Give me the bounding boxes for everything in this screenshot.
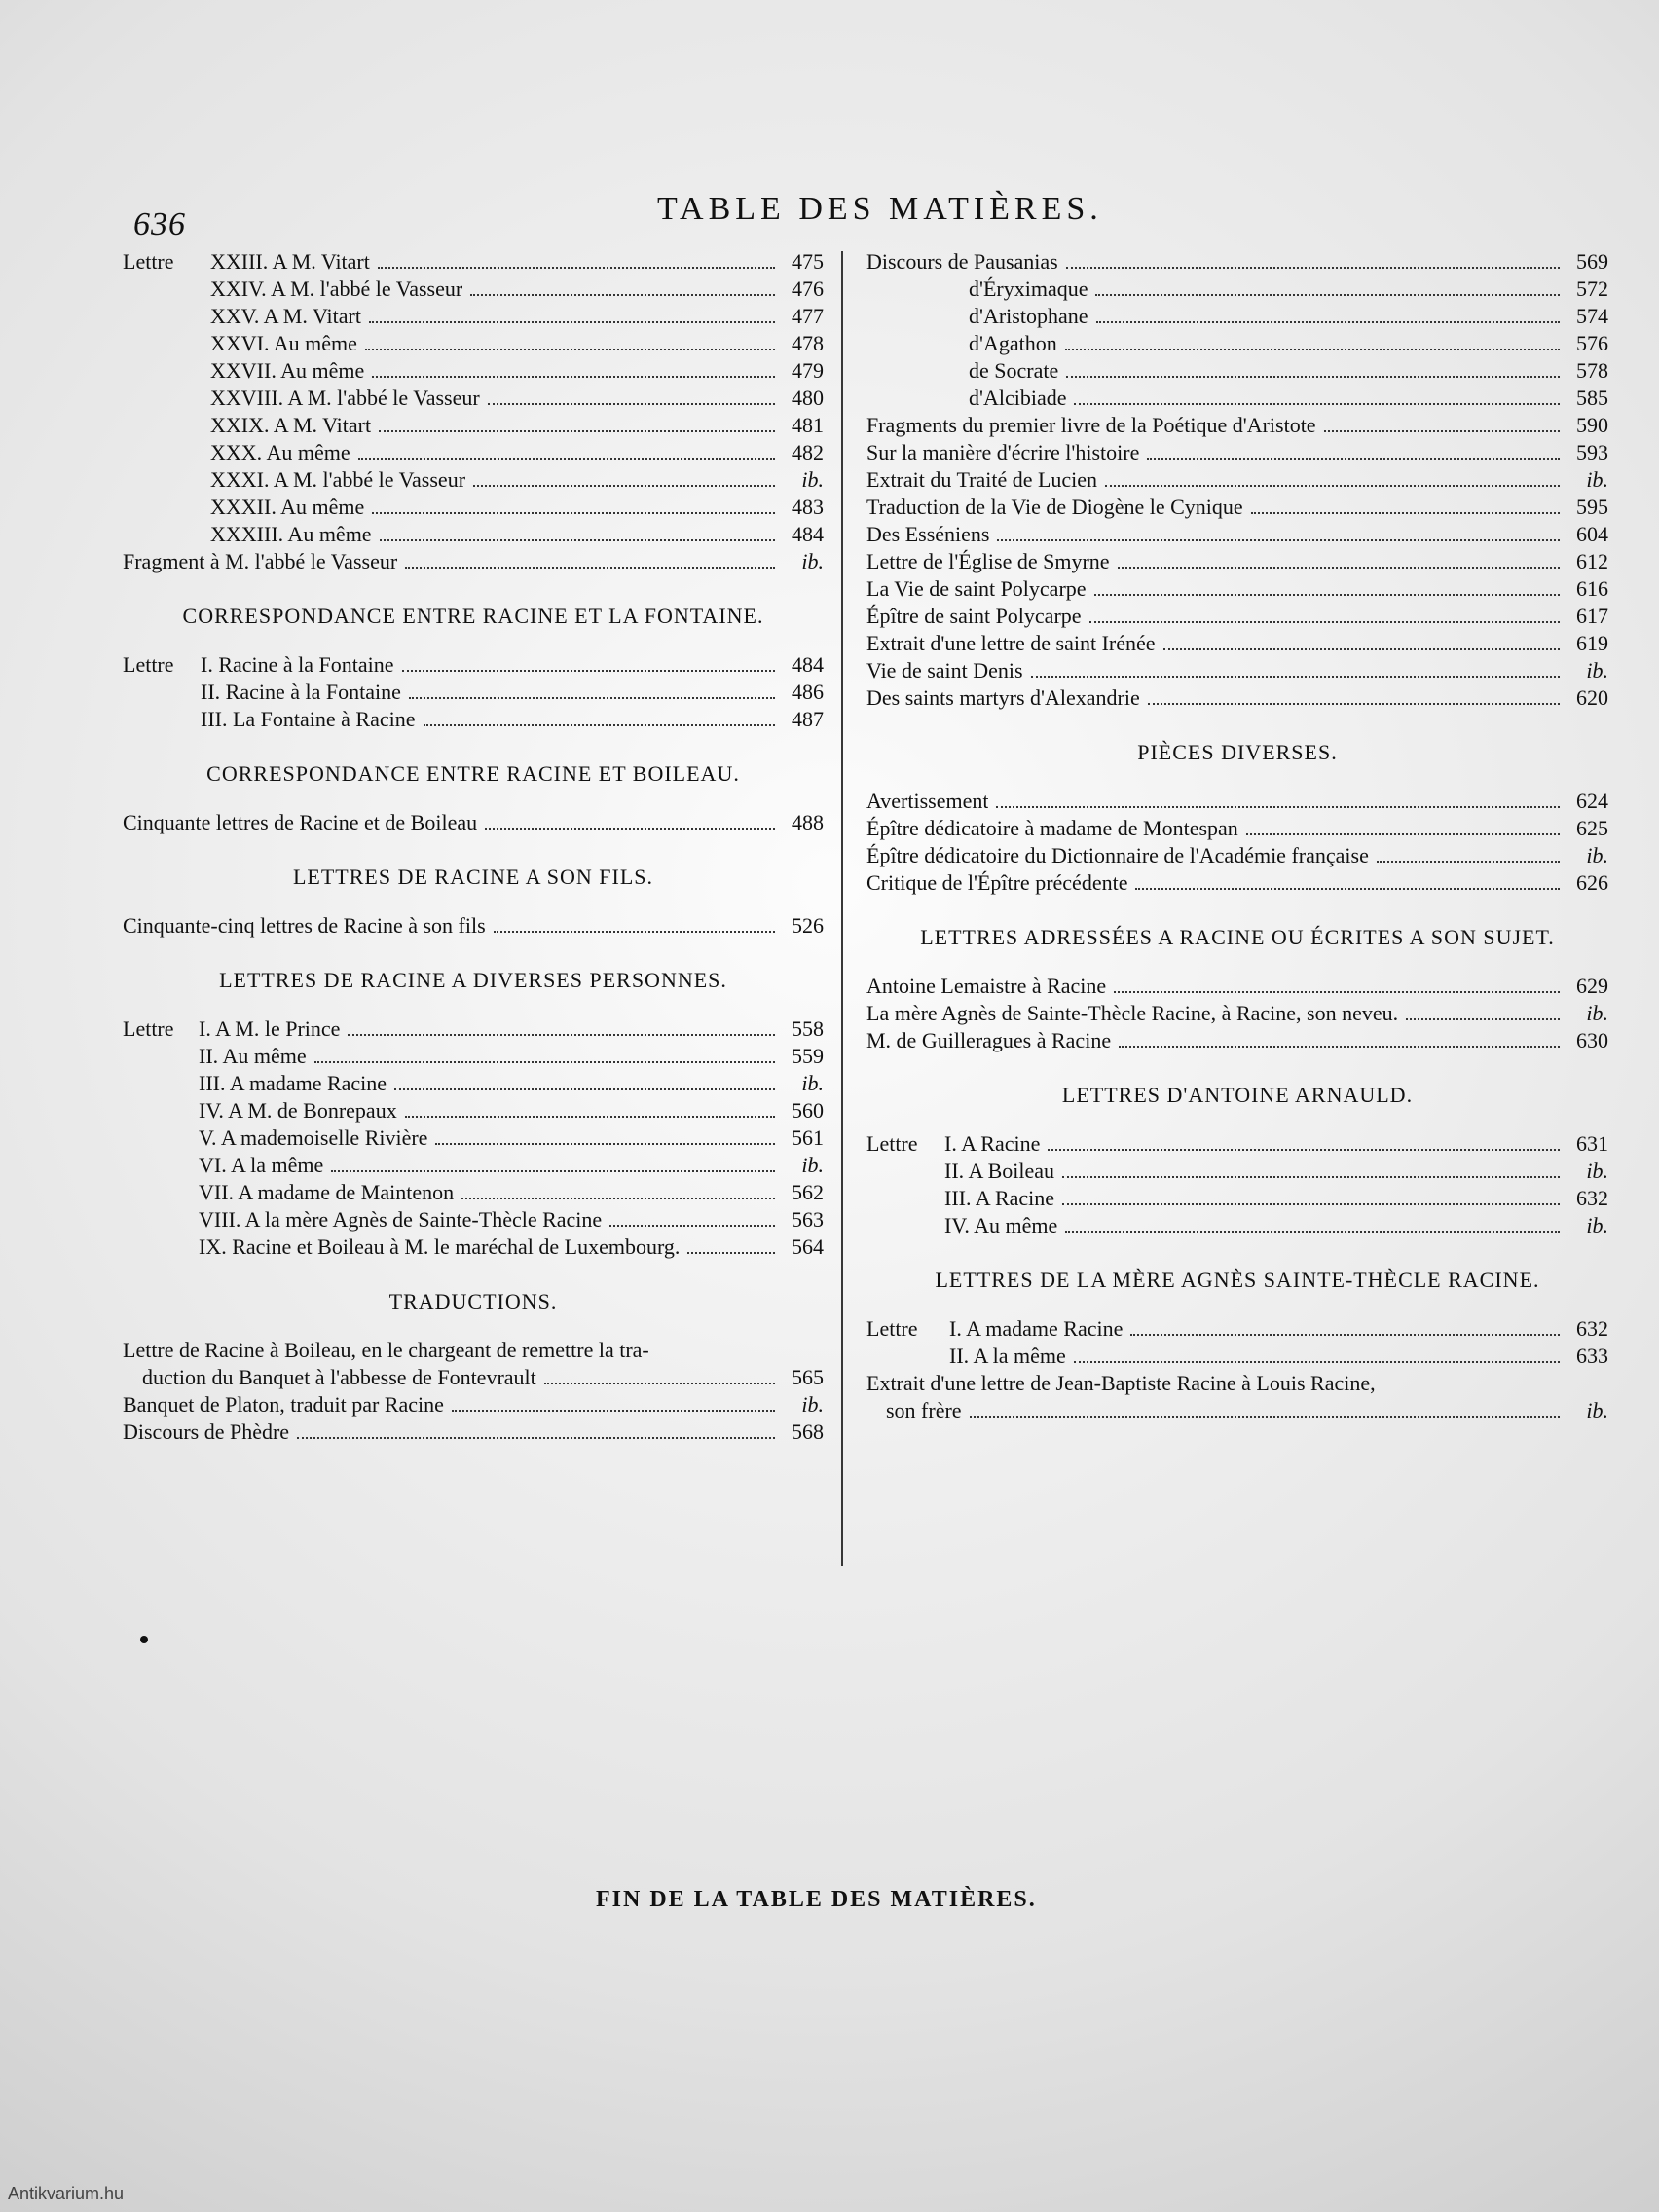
page-title: TABLE DES MATIÈRES. bbox=[657, 191, 1103, 227]
dot-leader bbox=[1066, 376, 1560, 378]
toc-entry[interactable] bbox=[866, 1000, 1608, 1027]
dot-leader bbox=[494, 931, 775, 933]
entry-title: XXX. Au même bbox=[210, 440, 350, 464]
toc-entry[interactable] bbox=[866, 684, 1608, 712]
entry-page: 487 bbox=[792, 707, 824, 731]
toc-entry[interactable] bbox=[866, 973, 1608, 1000]
entry-page: 475 bbox=[792, 249, 824, 274]
dot-leader bbox=[1074, 403, 1560, 405]
entry-title: III. La Fontaine à Racine bbox=[201, 707, 416, 731]
toc-entry[interactable] bbox=[123, 1015, 824, 1043]
toc-entry[interactable] bbox=[123, 1337, 824, 1391]
toc-entry[interactable] bbox=[123, 1152, 824, 1179]
entry-continuation bbox=[866, 1397, 1608, 1424]
toc-entry[interactable] bbox=[123, 1234, 824, 1261]
entry-title: IX. Racine et Boileau à M. le maréchal de Luxembourg. bbox=[199, 1235, 681, 1259]
entry-page: 480 bbox=[792, 386, 824, 410]
entry-title: Lettre de l'Église de Smyrne bbox=[866, 549, 1110, 573]
section-heading: LETTRES DE RACINE A DIVERSES PERSONNES. bbox=[219, 968, 727, 992]
entry-page: 593 bbox=[1576, 440, 1608, 464]
dot-leader bbox=[461, 1198, 775, 1199]
entry-title: Épître de saint Polycarpe bbox=[866, 604, 1082, 628]
toc-entry[interactable] bbox=[123, 303, 824, 330]
section-heading: LETTRES DE RACINE A SON FILS. bbox=[292, 865, 654, 889]
entry-page: 619 bbox=[1576, 631, 1608, 655]
toc-entry[interactable] bbox=[866, 357, 1608, 385]
toc-entry[interactable] bbox=[866, 657, 1608, 684]
entry-page: 578 bbox=[1576, 358, 1608, 383]
entry-title: Antoine Lemaistre à Racine bbox=[866, 974, 1107, 998]
entry-page: 572 bbox=[1576, 276, 1608, 301]
entry-page: ib. bbox=[801, 549, 824, 573]
toc-entry[interactable] bbox=[866, 521, 1608, 548]
dot-leader bbox=[424, 724, 775, 726]
entry-title: XXXII. Au même bbox=[210, 495, 365, 519]
entry-title: Banquet de Platon, traduit par Racine bbox=[123, 1392, 444, 1417]
toc-entry[interactable] bbox=[866, 1370, 1608, 1424]
arnauld-list bbox=[866, 1130, 1608, 1239]
toc-entry[interactable] bbox=[123, 1419, 824, 1446]
entry-page: 561 bbox=[792, 1125, 824, 1150]
entry-title: d'Aristophane bbox=[969, 304, 1088, 328]
section-heading: TRADUCTIONS. bbox=[388, 1289, 558, 1313]
fontaine-list bbox=[123, 651, 824, 733]
dot-leader bbox=[1114, 991, 1560, 993]
entry-title: Discours de Pausanias bbox=[866, 249, 1058, 274]
dot-leader bbox=[1062, 1203, 1560, 1205]
entry-title: Cinquante lettres de Racine et de Boileau bbox=[123, 810, 478, 834]
entry-page: ib. bbox=[801, 1392, 824, 1417]
dot-leader bbox=[1074, 1361, 1560, 1363]
entry-title: M. de Guilleragues à Racine bbox=[866, 1028, 1112, 1052]
dot-leader bbox=[996, 806, 1560, 808]
entry-title: Extrait d'une lettre de saint Irénée bbox=[866, 631, 1156, 655]
toc-entry[interactable] bbox=[866, 1185, 1608, 1212]
toc-entry[interactable] bbox=[866, 276, 1608, 303]
dot-leader bbox=[435, 1143, 775, 1145]
dot-leader bbox=[409, 697, 775, 699]
entry-page: 604 bbox=[1576, 522, 1608, 546]
entry-page: 633 bbox=[1576, 1344, 1608, 1368]
entry-page: 484 bbox=[792, 522, 824, 546]
toc-entry[interactable] bbox=[866, 869, 1608, 897]
toc-entry[interactable] bbox=[123, 651, 824, 679]
entry-page: 595 bbox=[1576, 495, 1608, 519]
traductions-list bbox=[123, 1337, 824, 1446]
entry-page: 558 bbox=[792, 1016, 824, 1041]
ink-spot bbox=[140, 1636, 148, 1643]
toc-entry[interactable] bbox=[123, 330, 824, 357]
toc-entry[interactable] bbox=[123, 412, 824, 439]
toc-entry[interactable] bbox=[866, 303, 1608, 330]
toc-entry[interactable] bbox=[866, 1130, 1608, 1158]
toc-entry[interactable] bbox=[123, 1391, 824, 1419]
toc-entry[interactable] bbox=[123, 809, 824, 836]
toc-entry[interactable] bbox=[866, 842, 1608, 869]
toc-entry[interactable] bbox=[866, 630, 1608, 657]
entry-title: I. Racine à la Fontaine bbox=[201, 652, 394, 677]
entry-prefix: Lettre bbox=[866, 1131, 918, 1156]
entry-page: 560 bbox=[792, 1098, 824, 1123]
entry-title: I. A Racine bbox=[944, 1131, 1041, 1156]
entry-title: La Vie de saint Polycarpe bbox=[866, 576, 1087, 601]
entry-page: 559 bbox=[792, 1044, 824, 1068]
entry-title: XXVI. Au même bbox=[210, 331, 357, 355]
toc-entry[interactable] bbox=[123, 357, 824, 385]
pieces-list bbox=[866, 788, 1608, 897]
dot-leader bbox=[405, 1116, 775, 1118]
toc-entry[interactable] bbox=[123, 521, 824, 548]
entry-page: 616 bbox=[1576, 576, 1608, 601]
dot-leader bbox=[1135, 888, 1560, 890]
dot-leader bbox=[1130, 1334, 1560, 1336]
dot-leader bbox=[452, 1410, 775, 1412]
entry-page: ib. bbox=[1586, 1001, 1608, 1025]
entry-page: 477 bbox=[792, 304, 824, 328]
toc-entry[interactable] bbox=[866, 1158, 1608, 1185]
entry-page: 564 bbox=[792, 1235, 824, 1259]
entry-page: ib. bbox=[1586, 1213, 1608, 1237]
page-number: 636 bbox=[133, 206, 186, 242]
entry-page: 563 bbox=[792, 1207, 824, 1232]
entry-title: V. A mademoiselle Rivière bbox=[199, 1125, 428, 1150]
entry-page: 617 bbox=[1576, 604, 1608, 628]
entry-title: II. Racine à la Fontaine bbox=[201, 680, 401, 704]
dot-leader bbox=[1105, 485, 1560, 487]
entry-title: Épître dédicatoire du Dictionnaire de l'Académie française bbox=[866, 843, 1369, 867]
toc-entry[interactable] bbox=[866, 788, 1608, 815]
entry-title: I. A madame Racine bbox=[949, 1316, 1124, 1341]
dot-leader bbox=[1094, 594, 1560, 596]
toc-entry[interactable] bbox=[123, 466, 824, 494]
toc-entry[interactable] bbox=[866, 1343, 1608, 1370]
entry-title: IV. Au même bbox=[944, 1213, 1058, 1237]
dot-leader bbox=[1096, 321, 1561, 323]
entry-page: 630 bbox=[1576, 1028, 1608, 1052]
entry-page: 526 bbox=[792, 913, 824, 938]
dot-leader bbox=[1031, 676, 1560, 678]
entry-page: 488 bbox=[792, 810, 824, 834]
adressees-list bbox=[866, 973, 1608, 1054]
entry-page: 476 bbox=[792, 276, 824, 301]
entry-title: III. A Racine bbox=[944, 1186, 1055, 1210]
entry-title: XXVII. Au même bbox=[210, 358, 365, 383]
dot-leader bbox=[405, 567, 775, 569]
entry-page: 631 bbox=[1576, 1131, 1608, 1156]
diverses-list bbox=[123, 1015, 824, 1261]
entry-title: XXXI. A M. l'abbé le Vasseur bbox=[210, 467, 466, 492]
entry-title: Cinquante-cinq lettres de Racine à son fils bbox=[123, 913, 486, 938]
entry-title: d'Agathon bbox=[969, 331, 1057, 355]
toc-entry[interactable] bbox=[123, 706, 824, 733]
entry-title: Avertissement bbox=[866, 789, 989, 813]
dot-leader bbox=[402, 670, 775, 672]
entry-page: 484 bbox=[792, 652, 824, 677]
left-letters-list bbox=[123, 248, 824, 575]
toc-entry[interactable] bbox=[866, 1212, 1608, 1239]
section-heading: LETTRES DE LA MÈRE AGNÈS SAINTE-THÈCLE RACINE. bbox=[935, 1268, 1540, 1292]
entry-title: XXIX. A M. Vitart bbox=[210, 413, 372, 437]
dot-leader bbox=[1065, 1231, 1560, 1233]
entry-title: Fragment à M. l'abbé le Vasseur bbox=[123, 549, 398, 573]
dot-leader bbox=[297, 1437, 775, 1439]
dot-leader bbox=[470, 294, 775, 296]
entry-title: Discours de Phèdre bbox=[123, 1419, 290, 1444]
entry-title: Sur la manière d'écrire l'histoire bbox=[866, 440, 1140, 464]
toc-entry[interactable] bbox=[866, 575, 1608, 603]
entry-title: Critique de l'Épître précédente bbox=[866, 870, 1128, 895]
entry-page: 481 bbox=[792, 413, 824, 437]
entry-title: VI. A la même bbox=[199, 1153, 324, 1177]
entry-page: ib. bbox=[1586, 1398, 1608, 1422]
entry-title: XXIV. A M. l'abbé le Vasseur bbox=[210, 276, 463, 301]
entry-page: 479 bbox=[792, 358, 824, 383]
toc-entry[interactable] bbox=[123, 248, 824, 276]
entry-page: 590 bbox=[1576, 413, 1608, 437]
entry-page: 629 bbox=[1576, 974, 1608, 998]
toc-entry[interactable] bbox=[866, 603, 1608, 630]
entry-title: VII. A madame de Maintenon bbox=[199, 1180, 455, 1204]
entry-page: ib. bbox=[1586, 467, 1608, 492]
toc-entry[interactable] bbox=[123, 1179, 824, 1206]
dot-leader bbox=[1065, 349, 1560, 350]
dot-leader bbox=[379, 430, 775, 432]
entry-page: 562 bbox=[792, 1180, 824, 1204]
toc-entry[interactable] bbox=[866, 330, 1608, 357]
toc-entry[interactable] bbox=[123, 1124, 824, 1152]
toc-entry[interactable] bbox=[123, 439, 824, 466]
entry-page: ib. bbox=[801, 1071, 824, 1095]
dot-leader bbox=[485, 828, 775, 830]
end-of-table-label: FIN DE LA TABLE DES MATIÈRES. bbox=[596, 1887, 1037, 1912]
dot-leader bbox=[394, 1088, 775, 1090]
entry-title: d'Alcibiade bbox=[969, 386, 1067, 410]
entry-page: 478 bbox=[792, 331, 824, 355]
section-heading: CORRESPONDANCE ENTRE RACINE ET BOILEAU. bbox=[206, 761, 740, 786]
dot-leader bbox=[1251, 512, 1560, 514]
watermark-label: Antikvarium.hu bbox=[8, 2184, 125, 2203]
entry-prefix: Lettre bbox=[866, 1316, 918, 1341]
entry-title: La mère Agnès de Sainte-Thècle Racine, à Racine, son neveu. bbox=[866, 1001, 1399, 1025]
entry-title: Épître dédicatoire à madame de Montespan bbox=[866, 816, 1238, 840]
toc-entry[interactable] bbox=[123, 912, 824, 940]
entry-page: 585 bbox=[1576, 386, 1608, 410]
entry-title: Des saints martyrs d'Alexandrie bbox=[866, 685, 1140, 710]
dot-leader bbox=[365, 349, 775, 350]
entry-title: Fragments du premier livre de la Poétique d'Aristote bbox=[866, 413, 1316, 437]
entry-page: 626 bbox=[1576, 870, 1608, 895]
dot-leader bbox=[314, 1061, 775, 1063]
dot-leader bbox=[372, 376, 775, 378]
entry-prefix: Lettre bbox=[123, 249, 174, 274]
toc-entry[interactable] bbox=[866, 439, 1608, 466]
dot-leader bbox=[473, 485, 775, 487]
agnes-list bbox=[866, 1315, 1608, 1424]
entry-title-line: Lettre de Racine à Boileau, en le chargeant de remettre la tra- bbox=[123, 1338, 649, 1362]
dot-leader bbox=[348, 1034, 775, 1036]
entry-title: Des Esséniens bbox=[866, 522, 990, 546]
dot-leader bbox=[369, 321, 775, 323]
entry-page: 632 bbox=[1576, 1316, 1608, 1341]
section-heading: LETTRES D'ANTOINE ARNAULD. bbox=[1061, 1083, 1414, 1107]
dot-leader bbox=[1118, 567, 1560, 569]
dot-leader bbox=[544, 1382, 775, 1384]
dot-leader bbox=[1048, 1149, 1560, 1151]
toc-entry[interactable] bbox=[866, 548, 1608, 575]
dot-leader bbox=[488, 403, 775, 405]
entry-title: XXV. A M. Vitart bbox=[210, 304, 361, 328]
toc-entry[interactable] bbox=[123, 1206, 824, 1234]
entry-page: 483 bbox=[792, 495, 824, 519]
toc-entry[interactable] bbox=[123, 679, 824, 706]
dot-leader bbox=[970, 1416, 1560, 1418]
dot-leader bbox=[687, 1252, 775, 1254]
toc-entry[interactable] bbox=[123, 385, 824, 412]
entry-title: II. Au même bbox=[199, 1044, 307, 1068]
dot-leader bbox=[1147, 458, 1560, 460]
right-top-list bbox=[866, 248, 1608, 712]
entry-page: 574 bbox=[1576, 304, 1608, 328]
left-column bbox=[123, 248, 824, 1446]
entry-page: ib. bbox=[801, 467, 824, 492]
dot-leader bbox=[1324, 430, 1560, 432]
entry-page: 568 bbox=[792, 1419, 824, 1444]
entry-title: II. A Boileau bbox=[944, 1159, 1055, 1183]
entry-page: 486 bbox=[792, 680, 824, 704]
dot-leader bbox=[1148, 703, 1560, 705]
section-heading: LETTRES ADRESSÉES A RACINE OU ÉCRITES A SON SUJET. bbox=[920, 925, 1555, 949]
dot-leader bbox=[1246, 833, 1560, 835]
entry-title: III. A madame Racine bbox=[199, 1071, 387, 1095]
toc-entry[interactable] bbox=[123, 548, 824, 575]
toc-entry[interactable] bbox=[866, 494, 1608, 521]
dot-leader bbox=[1377, 861, 1560, 863]
toc-entry[interactable] bbox=[866, 385, 1608, 412]
dot-leader bbox=[1089, 621, 1560, 623]
section-heading: CORRESPONDANCE ENTRE RACINE ET LA FONTAINE. bbox=[182, 604, 764, 628]
entry-page: 565 bbox=[792, 1365, 824, 1389]
toc-entry[interactable] bbox=[123, 276, 824, 303]
entry-page: 620 bbox=[1576, 685, 1608, 710]
entry-page: ib. bbox=[1586, 658, 1608, 682]
entry-title: XXXIII. Au même bbox=[210, 522, 372, 546]
entry-title: IV. A M. de Bonrepaux bbox=[199, 1098, 397, 1123]
entry-page: 632 bbox=[1576, 1186, 1608, 1210]
entry-title: Traduction de la Vie de Diogène le Cynique bbox=[866, 495, 1243, 519]
entry-page: 624 bbox=[1576, 789, 1608, 813]
section-heading: PIÈCES DIVERSES. bbox=[1137, 740, 1338, 764]
entry-title: duction du Banquet à l'abbesse de Fontevrault bbox=[142, 1365, 536, 1389]
toc-entry[interactable] bbox=[123, 1043, 824, 1070]
entry-title: de Socrate bbox=[969, 358, 1059, 383]
toc-entry[interactable] bbox=[866, 412, 1608, 439]
toc-entry[interactable] bbox=[866, 815, 1608, 842]
entry-page: 612 bbox=[1576, 549, 1608, 573]
toc-entry[interactable] bbox=[123, 1070, 824, 1097]
column-divider bbox=[841, 251, 843, 1566]
entry-title: Extrait du Traité de Lucien bbox=[866, 467, 1098, 492]
dot-leader bbox=[380, 539, 775, 541]
entry-page: ib. bbox=[801, 1153, 824, 1177]
entry-page: 576 bbox=[1576, 331, 1608, 355]
entry-title: XXIII. A M. Vitart bbox=[210, 249, 370, 274]
dot-leader bbox=[1119, 1046, 1560, 1048]
entry-page: 569 bbox=[1576, 249, 1608, 274]
dot-leader bbox=[997, 539, 1560, 541]
entry-title: VIII. A la mère Agnès de Sainte-Thècle Racine bbox=[199, 1207, 603, 1232]
toc-entry[interactable] bbox=[866, 466, 1608, 494]
dot-leader bbox=[1062, 1176, 1560, 1178]
entry-title: d'Éryximaque bbox=[969, 276, 1088, 301]
entry-title-line: Extrait d'une lettre de Jean-Baptiste Racine à Louis Racine, bbox=[866, 1371, 1376, 1395]
entry-prefix: Lettre bbox=[123, 1016, 174, 1041]
entry-page: ib. bbox=[1586, 1159, 1608, 1183]
entry-page: 482 bbox=[792, 440, 824, 464]
entry-prefix: Lettre bbox=[123, 652, 174, 677]
dot-leader bbox=[331, 1170, 775, 1172]
toc-entry[interactable] bbox=[123, 494, 824, 521]
dot-leader bbox=[378, 267, 775, 269]
dot-leader bbox=[372, 512, 775, 514]
dot-leader bbox=[1163, 648, 1560, 650]
entry-page: 625 bbox=[1576, 816, 1608, 840]
toc-entry[interactable] bbox=[866, 1027, 1608, 1054]
dot-leader bbox=[609, 1225, 775, 1227]
entry-title: I. A M. le Prince bbox=[199, 1016, 341, 1041]
entry-title: son frère bbox=[886, 1398, 962, 1422]
entry-title: Vie de saint Denis bbox=[866, 658, 1023, 682]
right-column bbox=[866, 248, 1608, 1424]
entry-page: ib. bbox=[1586, 843, 1608, 867]
toc-entry[interactable] bbox=[866, 1315, 1608, 1343]
dot-leader bbox=[1066, 267, 1560, 269]
entry-title: II. A la même bbox=[949, 1344, 1066, 1368]
dot-leader bbox=[358, 458, 775, 460]
entry-title: XXVIII. A M. l'abbé le Vasseur bbox=[210, 386, 480, 410]
toc-entry[interactable] bbox=[866, 248, 1608, 276]
dot-leader bbox=[1095, 294, 1560, 296]
dot-leader bbox=[1406, 1018, 1560, 1020]
entry-continuation bbox=[123, 1364, 824, 1391]
toc-entry[interactable] bbox=[123, 1097, 824, 1124]
